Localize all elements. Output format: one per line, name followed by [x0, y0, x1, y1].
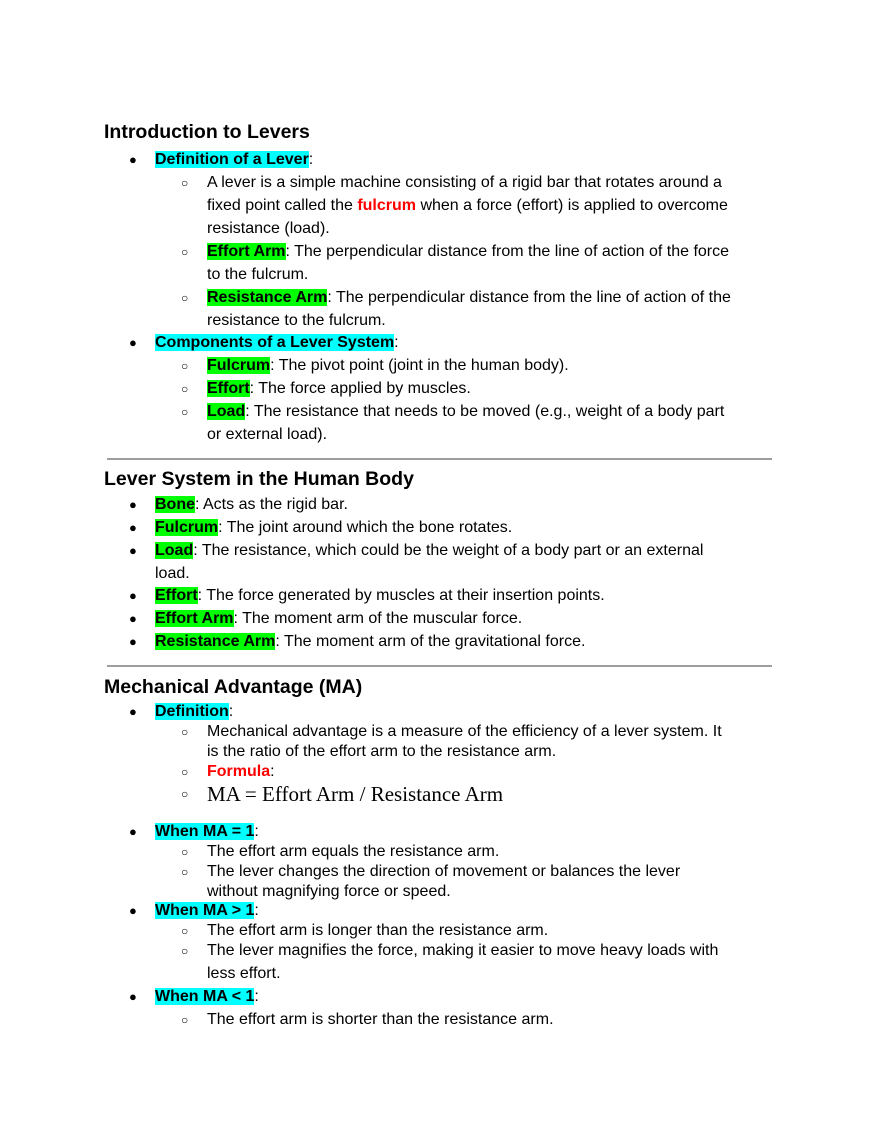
- sub-bullet-icon: ○: [181, 924, 189, 938]
- sub-bullet-icon: ○: [181, 382, 189, 396]
- sub-bullet-icon: ○: [181, 291, 189, 305]
- sub-bullet-icon: ○: [181, 405, 189, 419]
- bullet-icon: ●: [129, 903, 137, 918]
- section-heading-mechanical-advantage: Mechanical Advantage (MA): [104, 676, 363, 698]
- document-page: Introduction to Levers ● Definition of a Lever: ○ A lever is a simple machine consisting of a rigid bar that rotates around a fixed point called the fulcrum when a force (effort) is applied to overcome resistance (load). ○ Effort Arm: The perpendicular distance from the line of action of the force to the fulcrum. ○ Resistance Arm: The perpendicular distance from the line of action of the resistance to the fulcrum. ● Components of a Lever System: ○ Fulcrum: The pivot point (joint in the human body). ○ Effort: The force applied by muscles. ○ Load: The resistance that needs to be moved (e.g., weight of a body part or external load). Lever System in the Human Body ● Bone: Acts as the rigid bar. ● Fulcrum: The joint around which the bone rotates. ● Load: The resistance, which could be the weight of a body part or an external load. ● Effort: The force generated by muscles at their insertion points. ● Effort Arm: The moment arm of the muscular force. ● Resistance Arm: The moment arm of the gravitational force. Mechanical Advantage (MA) ● Definition: ○ Mechanical advantage is a measure of the efficiency of a lever system. It is the ratio of the effort arm to the resistance arm. ○ Formula: ○ MA = Effort Arm / Resistance Arm ● When MA = 1: ○ The effort arm equals the resistance arm. ○ The lever changes the direction of movement or balances the lever without magnifying force or speed. ● When MA > 1: ○ The effort arm is longer than the resistance arm. ○ The lever magnifies the force, making it easier to move heavy loads with less effort. ● When MA < 1: ○ The effort arm is shorter than the resistance arm.: [0, 0, 880, 1139]
- bullet-icon: ●: [129, 588, 137, 603]
- sub-bullet-icon: ○: [181, 845, 189, 859]
- bullet-icon: ●: [129, 989, 137, 1004]
- section-heading-human-body: Lever System in the Human Body: [104, 468, 414, 490]
- bullet-icon: ●: [129, 497, 137, 512]
- sub-bullet-icon: ○: [181, 245, 189, 259]
- fulcrum-term: fulcrum: [357, 197, 416, 214]
- sub-bullet-icon: ○: [181, 865, 189, 879]
- bullet-icon: ●: [129, 824, 137, 839]
- sub-bullet-icon: ○: [181, 944, 189, 958]
- bullet-icon: ●: [129, 704, 137, 719]
- sub-bullet-icon: ○: [181, 787, 189, 801]
- sub-bullet-icon: ○: [181, 359, 189, 373]
- bullet-icon: ●: [129, 543, 137, 558]
- sub-bullet-icon: ○: [181, 765, 189, 779]
- horizontal-rule: [107, 458, 772, 460]
- bullet-icon: ●: [129, 634, 137, 649]
- sub-bullet-icon: ○: [181, 1013, 189, 1027]
- bullet-icon: ●: [129, 335, 137, 350]
- section-heading-intro: Introduction to Levers: [104, 121, 310, 143]
- horizontal-rule: [107, 665, 772, 667]
- highlight-label: Definition of a Lever: [155, 151, 309, 168]
- formula-text: MA = Effort Arm / Resistance Arm: [207, 782, 504, 806]
- bullet-icon: ●: [129, 520, 137, 535]
- bullet-icon: ●: [129, 152, 137, 167]
- sub-bullet-icon: ○: [181, 725, 189, 739]
- bullet-icon: ●: [129, 611, 137, 626]
- sub-bullet-icon: ○: [181, 176, 189, 190]
